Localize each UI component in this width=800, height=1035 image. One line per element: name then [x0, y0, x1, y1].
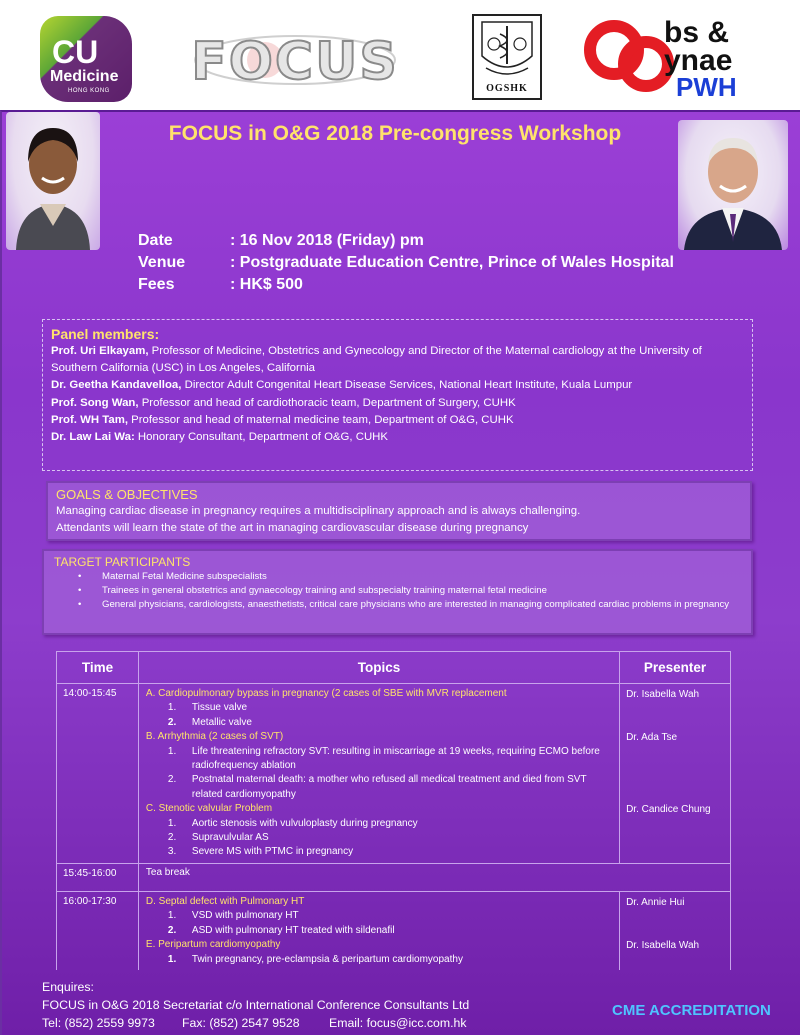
workshop-title: FOCUS in O&G 2018 Pre-congress Workshop [168, 122, 622, 145]
topic-item: 2. Metallic valve [167, 716, 252, 728]
panel-member-desc: Professor and head of cardiothoracic team, Department of Surgery, CUHK [138, 396, 516, 409]
obs-logo-line1: bs & [664, 16, 730, 49]
cu-logo-hk: HONG KONG [68, 88, 110, 94]
header-presenter: Presenter [620, 652, 731, 684]
panel-member [51, 395, 744, 412]
panel-member-name: Prof. WH Tam, [51, 413, 128, 426]
ogshk-emblem-icon [474, 16, 540, 86]
topic-section-a: A. Cardiopulmonary bypass in pregnancy (2 cases of SBE with MVR replacement [145, 688, 507, 699]
table-row [57, 684, 731, 864]
panel-member-desc: Professor of Medicine, Obstetrics and Gynecology and Director of the Maternal cardiology at the University of Southern California (USC) in Los Angeles, California [51, 345, 702, 375]
portrait-man-icon [678, 120, 788, 250]
panel-member-desc: Director Adult Congenital Heart Disease Services, National Heart Institute, Kuala Lumpur [181, 379, 633, 392]
schedule-header-row [57, 652, 731, 684]
target-item: • Trainees in general obstetrics and gynaecology training and subspecialty training maternal fetal medicine [54, 584, 741, 598]
venue-row [138, 254, 698, 276]
table-row [57, 891, 731, 970]
panel-member-name: Dr. Geetha Kandavelloa, [51, 379, 182, 392]
tel-text: Tel: (852) 2559 9973 [42, 1016, 155, 1030]
panel-member-desc: Professor and head of maternal medicine team, Department of O&G, CUHK [128, 413, 514, 426]
topic-section-d: D. Septal defect with Pulmonary HT [145, 895, 305, 907]
topic-item: 1. Twin pregnancy, pre-eclampsia & peripartum cardiomyopathy [167, 953, 463, 965]
fees-value: : HK$ 500 [230, 276, 303, 293]
target-list [54, 570, 741, 612]
time-cell: 15:45-16:00 [57, 863, 139, 891]
fax-text: Fax: (852) 2547 9528 [182, 1016, 300, 1030]
venue-label: Venue [138, 254, 186, 271]
date-value: : 16 Nov 2018 (Friday) pm [230, 232, 424, 249]
topic-item: 2. ASD with pulmonary HT treated with sildenafil [167, 924, 395, 936]
break-cell: Tea break [138, 863, 730, 891]
header-topics: Topics [138, 652, 619, 684]
panel-member [51, 343, 744, 377]
presenter-name: Dr. Isabella Wah [626, 940, 700, 952]
focus-logo [190, 26, 400, 92]
speaker-portrait-left [6, 112, 100, 250]
topic-section-c: C. Stenotic valvular Problem [145, 803, 273, 815]
cu-logo-text: CU [52, 34, 99, 70]
presenter-name: Dr. Annie Hui [626, 896, 685, 908]
topic-item: 2. Supravulvular AS [167, 832, 269, 844]
speaker-portrait-right [678, 120, 788, 250]
obs-gynae-pwh-logo [584, 12, 774, 100]
email-link[interactable]: Email: focus@icc.com.hk [329, 1016, 467, 1030]
schedule-table [56, 651, 731, 970]
enquires-label: Enquires: [42, 980, 94, 994]
topic-cell [138, 891, 619, 970]
presenter-cell [620, 684, 731, 864]
target-title: TARGET PARTICIPANTS [54, 555, 191, 569]
target-item: • Maternal Fetal Medicine subspecialists [54, 570, 741, 584]
obs-logo-line2: ynae [664, 44, 733, 77]
topic-item: 1. Aortic stenosis with vulvuloplasty during pregnancy [167, 817, 418, 829]
portrait-woman-icon [6, 112, 100, 250]
topic-item: 2. Postnatal maternal death: a mother who refused all medical treatment and died from SVT related cardiomyopathy [167, 774, 587, 800]
topic-item: 3. Severe MS with PTMC in pregnancy [167, 846, 354, 858]
secretariat-text: FOCUS in O&G 2018 Secretariat c/o International Conference Consultants Ltd [42, 998, 470, 1012]
panel-member [51, 377, 744, 394]
date-label: Date [138, 232, 173, 249]
target-participants-box [42, 549, 753, 635]
table-row [57, 863, 731, 891]
panel-members-box [42, 319, 753, 471]
presenter-name: Dr. Ada Tse [626, 732, 678, 744]
presenter-cell [620, 891, 731, 970]
topic-item: 1. Life threatening refractory SVT: resulting in miscarriage at 19 weeks, requiring ECMO before radiofrequency ablation [167, 745, 600, 772]
goals-line: Managing cardiac disease in pregnancy requires a multidisciplinary approach and is always challenging. [56, 505, 581, 517]
logo-bar [0, 0, 800, 110]
panel-member-name: Dr. Law Lai Wa: [51, 431, 135, 444]
header-time: Time [57, 652, 139, 684]
footer-contact [42, 978, 522, 1032]
topic-section-b: B. Arrhythmia (2 cases of SVT) [145, 731, 284, 743]
ogshk-text: OGSHK [486, 83, 528, 94]
panel-member-name: Prof. Song Wan, [51, 396, 139, 409]
cu-logo-medicine: Medicine [50, 68, 119, 85]
time-cell: 16:00-17:30 [57, 891, 139, 970]
focus-logo-text: FOCUS [191, 32, 399, 92]
ogshk-logo [472, 14, 542, 100]
date-row [138, 232, 698, 254]
panel-member [51, 429, 744, 446]
topic-section-e: E. Peripartum cardiomyopathy [145, 939, 281, 951]
panel-member [51, 412, 744, 429]
topic-item: 1. VSD with pulmonary HT [167, 910, 299, 922]
panel-members-title: Panel members: [51, 326, 160, 342]
presenter-name: Dr. Candice Chung [626, 804, 711, 816]
panel-member-desc: Honorary Consultant, Department of O&G, CUHK [134, 431, 388, 444]
goals-objectives-box [46, 481, 752, 541]
fees-label: Fees [138, 276, 175, 293]
obs-logo-pwh: PWH [676, 72, 737, 102]
panel-member-name: Prof. Uri Elkayam, [51, 345, 149, 357]
goals-line: Attendants will learn the state of the art in managing cardiovascular disease during pregnancy [56, 521, 529, 534]
venue-value: : Postgraduate Education Centre, Prince of Wales Hospital [230, 254, 674, 271]
target-item: • General physicians, cardiologists, anaesthetists, critical care physicians who are interested in managing complicated cardiac problems in pregnancy [54, 598, 741, 612]
cme-accreditation: CME ACCREDITATION [612, 1002, 771, 1019]
goals-title: GOALS & OBJECTIVES [56, 487, 198, 502]
contact-line [42, 1014, 522, 1032]
time-cell: 14:00-15:45 [57, 684, 139, 864]
topic-item: 1. Tissue valve [167, 702, 248, 714]
fees-row [138, 276, 698, 298]
cu-medicine-logo [40, 16, 132, 102]
topic-cell [138, 684, 619, 864]
presenter-name: Dr. Isabella Wah [626, 689, 700, 700]
event-info [138, 232, 698, 298]
